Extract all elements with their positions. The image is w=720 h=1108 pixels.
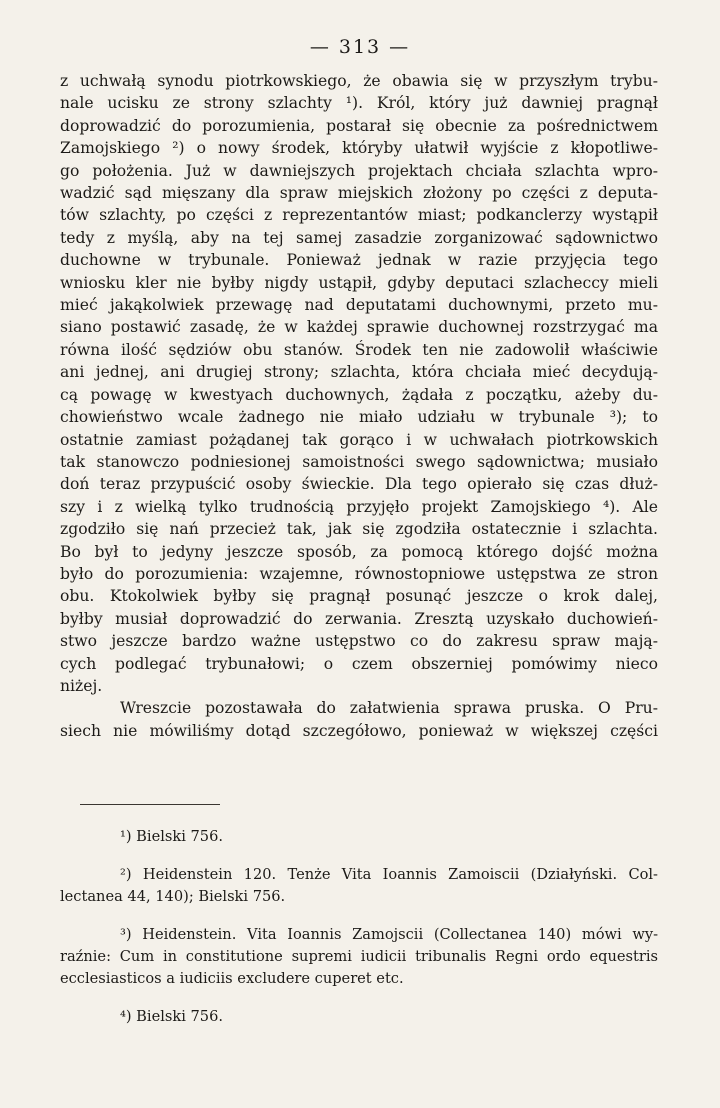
text-line: cą powagę w kwestyach duchownych, żądała z początku, ażeby du- [60, 385, 658, 404]
text-line: doprowadzić do porozumienia, postarał się obecnie za pośrednictwem [60, 116, 658, 135]
footnotes [60, 826, 658, 1028]
text-line: obu. Ktokolwiek byłby się pragnął posunąć jeszcze o krok dalej, [60, 587, 658, 606]
text-line: nale ucisku ze strony szlachty ¹). Król, który już dawniej pragnął [60, 94, 658, 113]
text-line: równa ilość sędziów obu stanów. Środek ten nie zadowolił właściwie [60, 340, 658, 359]
text-line: było do porozumienia: wzajemne, równostopniowe ustępstwa ze stron [60, 564, 658, 583]
text-line: siano postawić zasadę, że w każdej sprawie duchownej rozstrzygać ma [60, 318, 658, 337]
text-line: mieć jakąkolwiek przewagę nad deputatami duchownymi, przeto mu- [60, 296, 658, 315]
text-line: ostatnie zamiast pożądanej tak gorąco i w uchwałach piotrkowskich [60, 430, 658, 449]
footnote-4 [60, 1006, 658, 1028]
text-line: Bo był to jedyny jeszcze sposób, za pomocą którego dojść można [60, 542, 658, 561]
footnote-line: ¹) Bielski 756. [120, 828, 224, 845]
footnote-divider [80, 804, 220, 805]
footnote-line: ecclesiasticos a iudiciis excludere cuperet etc. [60, 970, 404, 987]
text-line: tedy z myślą, aby na tej samej zasadzie zorganizować sądownictwo [60, 228, 658, 247]
text-line: byłby musiał doprowadzić do zerwania. Zresztą uzyskało duchowień- [60, 609, 658, 628]
text-line: duchowne w trybunale. Ponieważ jednak w razie przyjęcia tego [60, 251, 658, 270]
footnote-line: ⁴) Bielski 756. [120, 1008, 224, 1025]
text-line: cych podlegać trybunałowi; o czem obszerniej pomówimy nieco [60, 654, 658, 673]
text-line: go położenia. Już w dawniejszych projektach chciała szlachta wpro- [60, 161, 658, 180]
text-line: doń teraz przypuścić osoby świeckie. Dla tego opierało się czas dłuż- [60, 475, 658, 494]
text-line: zgodziło się nań przecież tak, jak się zgodziła ostatecznie i szlachta. [60, 520, 658, 539]
footnote-2 [60, 864, 658, 908]
text-line: ani jednej, ani drugiej strony; szlachta, która chciała mieć decydują- [60, 363, 658, 382]
footnote-line: lectanea 44, 140); Bielski 756. [60, 888, 286, 905]
footnote-3 [60, 924, 658, 990]
text-line: tów szlachty, po części z reprezentantów miast; podkanclerzy wystąpił [60, 206, 658, 225]
text-line: Zamojskiego ²) o nowy środek, któryby ułatwił wyjście z kłopotliwe- [60, 139, 658, 158]
footnote-line: raźnie: Cum in constitutione supremi iudicii tribunalis Regni ordo equestris [60, 948, 658, 965]
text-line: z uchwałą synodu piotrkowskiego, że obawia się w przyszłym trybu- [60, 72, 658, 90]
text-line: niżej. [60, 676, 103, 695]
text-line: chowieństwo wcale żadnego nie miało udziału w trybunale ³); to [60, 408, 658, 427]
page-number: — 313 — [309, 36, 411, 58]
text-line: siech nie mówiliśmy dotąd szczegółowo, ponieważ w większej części [60, 721, 658, 740]
text-line: szy i z wielką tylko trudnością przyjęło projekt Zamojskiego ⁴). Ale [60, 497, 658, 516]
text-line: stwo jeszcze bardzo ważne ustępstwo co do zakresu spraw mają- [60, 632, 658, 651]
text-line: wadzić sąd mięszany dla spraw miejskich złożony po części z deputa- [60, 184, 658, 203]
text-line: wniosku kler nie byłby nigdy ustąpił, gdyby deputaci szlacheccy mieli [60, 273, 658, 292]
footnote-1 [60, 826, 658, 848]
main-text [60, 70, 658, 742]
text-line: tak stanowczo podniesionej samoistności swego sądownictwa; musiało [60, 452, 658, 471]
footnote-line: ²) Heidenstein 120. Tenże Vita Ioannis Zamoiscii (Działyński. Col- [120, 866, 658, 883]
footnote-line: ³) Heidenstein. Vita Ioannis Zamojscii (Collectanea 140) mówi wy- [120, 926, 658, 943]
text-line: Wreszcie pozostawała do załatwienia sprawa pruska. O Pru- [120, 699, 658, 718]
